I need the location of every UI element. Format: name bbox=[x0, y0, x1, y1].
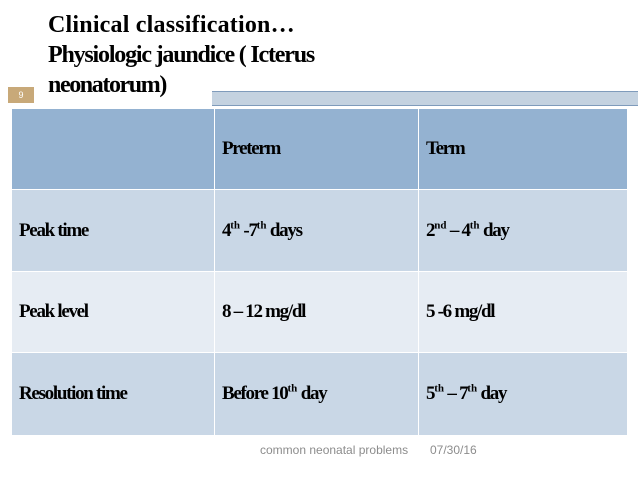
header-cell-term: Term bbox=[419, 109, 628, 190]
header-cell-preterm: Preterm bbox=[215, 109, 419, 190]
row-label: Peak time bbox=[12, 190, 215, 272]
table-header-row bbox=[12, 109, 628, 190]
slide-title bbox=[48, 10, 588, 100]
footer-title: common neonatal problems bbox=[260, 443, 409, 457]
title-line-2: Physiologic jaundice ( Icterus bbox=[48, 42, 314, 68]
term-cell: 5 -6 mg/dl bbox=[419, 272, 628, 353]
table-row bbox=[12, 190, 628, 272]
footer-date: 07/30/16 bbox=[430, 443, 477, 457]
header-cell-empty bbox=[12, 109, 215, 190]
preterm-cell: Before 10th day bbox=[215, 353, 419, 436]
term-cell: 2nd – 4th day bbox=[419, 190, 628, 272]
comparison-table bbox=[11, 108, 628, 436]
term-cell: 5th – 7th day bbox=[419, 353, 628, 436]
table-row bbox=[12, 353, 628, 436]
decorative-band bbox=[212, 91, 638, 106]
table-row bbox=[12, 272, 628, 353]
row-label: Peak level bbox=[12, 272, 215, 353]
preterm-cell: 8 – 12 mg/dl bbox=[215, 272, 419, 353]
preterm-cell: 4th -7th days bbox=[215, 190, 419, 272]
title-line-1: Clinical classification… bbox=[48, 12, 295, 38]
title-line-3: neonatorum) bbox=[48, 72, 166, 98]
row-label: Resolution time bbox=[12, 353, 215, 436]
slide-number-badge: 9 bbox=[8, 87, 34, 103]
